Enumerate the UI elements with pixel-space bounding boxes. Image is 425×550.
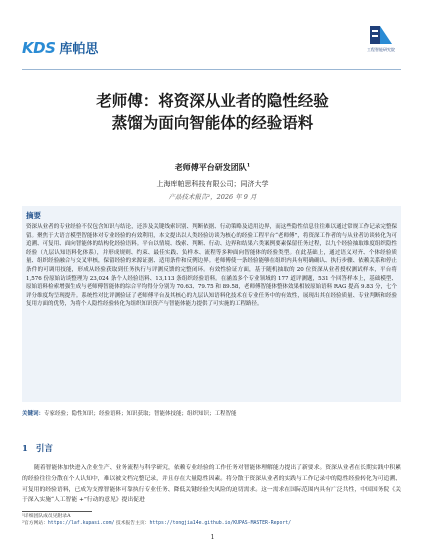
section-number: 1 — [22, 444, 28, 454]
intro-text — [22, 463, 401, 506]
author-note: 1 — [246, 162, 251, 169]
keywords — [22, 409, 401, 417]
keywords-text: 专家经验；隐性知识；经验语料；知识获取；智能体技能；组织知识；工程智能 — [44, 411, 237, 417]
author-line — [0, 162, 425, 173]
footnote-1: ¹详细团队成员见附录A — [22, 514, 71, 519]
footnotes — [22, 513, 401, 527]
affiliation: 上海库帕思科技有限公司；同济大学 — [156, 180, 269, 188]
section-title: 引言 — [35, 444, 53, 454]
paper-title — [0, 90, 425, 134]
footnote-2 — [22, 520, 401, 527]
header-divider — [22, 69, 401, 70]
author-name: 老师傅平台研发团队 — [174, 162, 247, 172]
logo-text: 库帕思 — [59, 42, 99, 57]
institute-logo — [361, 24, 401, 53]
section-heading — [22, 442, 61, 454]
page-header — [22, 22, 401, 68]
kupasi-logo — [22, 38, 98, 57]
institute-emblem-icon — [368, 24, 394, 46]
title-line-2: 蒸馏为面向智能体的经验语料 — [111, 113, 314, 132]
institute-caption: 工程智能研究院 — [367, 47, 395, 52]
intro-paragraph: 随着智能体加快进入企业生产、业务流程与科学研究，依赖专业经验的工作任务对智能体理解能力提出了新要求。资深从业者在长期实践中积累的经验往往分散在个人认知中，难以被文档完整记录，并且存在大量隐性因素。将分散于资深从业者的实践与工作记录中的隐性经验转化为可追溯、可复用的经验语料，已成为支撑智能体可靠执行专业任务、降低关键经验失风险的迫切需求。这一需求在国际范围内具有广泛共性，中国国务院《关于深入实施“人工智能 +”行动的意见》提出促进 — [22, 465, 401, 504]
keywords-label: 关键词： — [22, 411, 45, 417]
report-homepage-link[interactable]: https://tongjia14e.github.io/KUPAS-MASTER-Report/ — [149, 521, 291, 526]
logo-mark: KDS — [22, 38, 56, 57]
page-number: 1 — [210, 534, 215, 541]
website-link[interactable]: https://laf.kupasi.com/ — [47, 521, 115, 526]
abstract-body — [26, 223, 397, 309]
footnote-2-mid: 技术报告主页： — [115, 521, 150, 526]
abstract-paragraph: 资深从业者的专业经验不仅包含知识与结论，还涉及关键线索识别、判断依据、行动策略及适用边界，而这些隐性信息往往难以通过常规工作记录完整保留。聚焦于大语言模型智能体对专业经验的有效利用，本文提出以人类经验访谈为核心的经验工程平台“老师傅”，将资深工作者的与从业者访谈转化为可追溯、可复用、面向智能体的结构化经验语料。平台以情境、线索、判断、行动、边界和结果六类案例要素保留任务过程，以九个经验抽取维度组织隐性经验（九层认知语料化体系），并形成规则、约束、最佳实践、负样本、流程等多种面向智能体的经验类型。在此基础上，通过语义对齐、个体经验质量、组织经验融合与交叉审核，保留经验的来源证据、适用条件和反例边界。老师傅使一条经验能够在组织内具有明确确认、执行步骤、依赖关系和停止条件的可调用技能，形成从经验获取到任务执行与评测反馈的完整闭环。有效性验证方面，基于随机抽取的 20 位资深从业者授权测试样本，平台将 1,576 份原始访谈整理为 23,024 条个人经验语料、13,113 条组织经验语料。在涵盖多个专业领域的 177 道评测题，531 个回答样本上，基础模型、原始语料检索增强生成与老师傅智能体的综合平均得分分别为 70.63、79.75 和 89.58，老师傅智能体整体效果相较原始语料 RAG 提高 9.83 分，七个评分维度均呈现提升。系统性对比评测验证了老师傅平台及其核心的九层认知语料化技术在专业任务中的有效性，展现出其在经验质量、专业判断和经验复用方面的优势，为将个人隐性经验转化为组织知识资产与智能体能力提供了可实施的工程路径。 — [26, 224, 397, 308]
footnote-2-label: ²官方网站： — [22, 521, 48, 526]
title-line-1: 老师傅：将资深从业者的隐性经验 — [96, 91, 329, 110]
abstract-heading: 摘要 — [26, 211, 41, 220]
abstract-box — [22, 206, 401, 402]
report-info: 产品技术报告²，2026 年 9 月 — [168, 193, 257, 201]
footnote-divider — [22, 511, 92, 512]
